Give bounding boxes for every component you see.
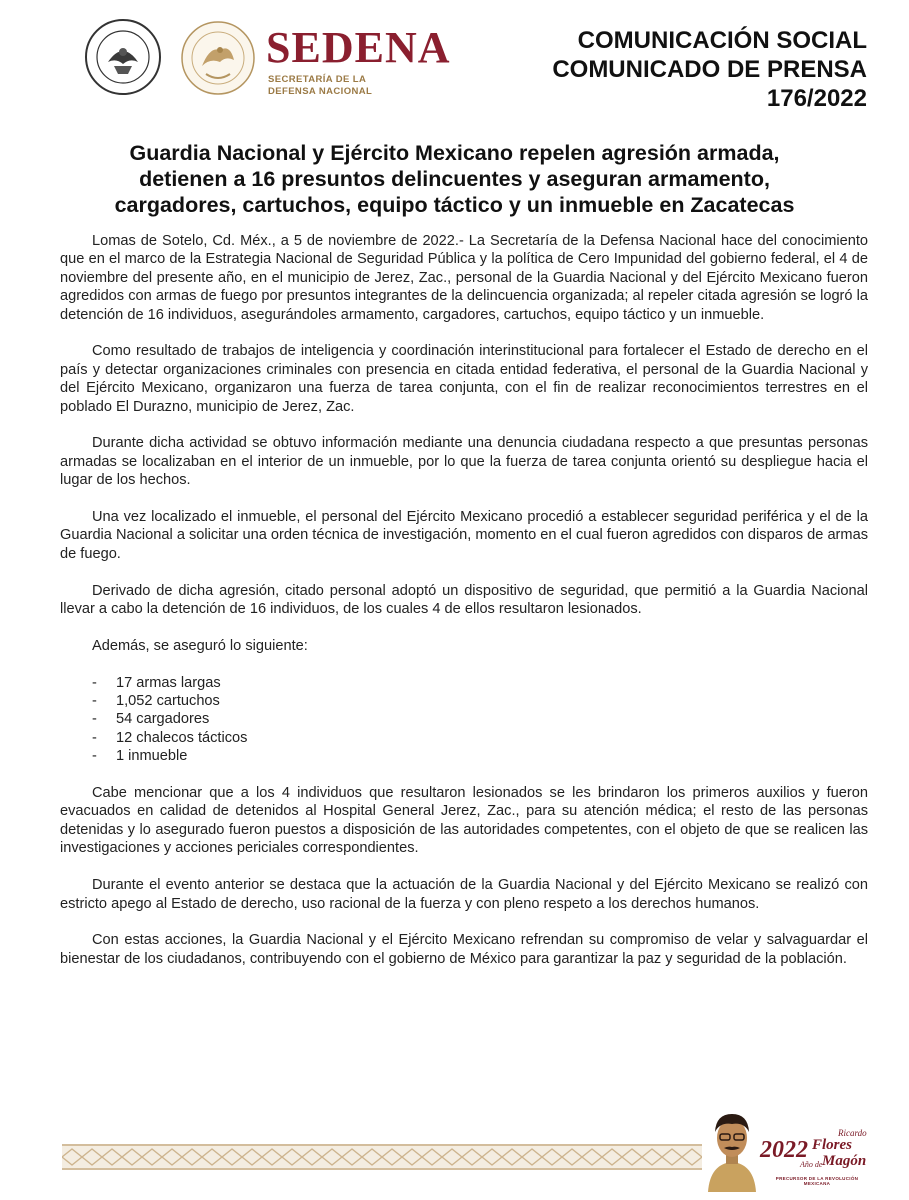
seized-items-list — [60, 674, 868, 766]
list-item — [92, 729, 868, 747]
sedena-subtitle-line1: SECRETARÍA DE LA — [268, 74, 367, 85]
decorative-pattern-band — [62, 1144, 702, 1170]
press-release-number: 176/2022 — [766, 85, 867, 112]
list-item-text: 12 chalecos tácticos — [116, 729, 248, 746]
footer-ricardo: Ricardo — [838, 1128, 867, 1138]
ricardo-flores-magon-portrait-icon — [700, 1106, 764, 1192]
paragraph-6: Además, se aseguró lo siguiente: — [92, 637, 308, 654]
paragraph-2: Como resultado de trabajos de inteligencia y coordinación interinstitucional para fortalecer el Estado de derecho en el país y detectar organizaciones criminales con presencia en citada entidad federativa, el personal de la Guardia Nacional y del Ejército Mexicano, organizaron una fuerza de tarea conjunta, con el fin de realizar reconocimientos terrestres en el poblado El Durazno, municipio de Jerez, Zac. — [60, 343, 868, 415]
mexico-coat-of-arms-icon — [180, 20, 256, 96]
paragraph-9: Con estas acciones, la Guardia Nacional y el Ejército Mexicano refrendan su compromiso de velar y salvaguardar el bienestar de los ciudadanos, contribuyendo con el gobierno de México para garantizar la paz y seguridad de la población. — [60, 932, 868, 967]
press-release-body — [60, 232, 868, 987]
list-item-text: 54 cargadores — [116, 711, 210, 728]
press-release-heading — [552, 26, 867, 113]
list-item-text: 17 armas largas — [116, 674, 221, 691]
paragraph-3: Durante dicha actividad se obtuvo información mediante una denuncia ciudadana respecto a que presuntas personas armadas se localizaban en el interior de un inmueble, por lo que la fuerza de tarea conjunta orientó su despliegue hacia el lugar de los hechos. — [60, 435, 868, 489]
footer-year: 2022 — [760, 1137, 808, 1163]
list-item-text: 1 inmueble — [116, 748, 188, 765]
paragraph-7: Cabe mencionar que a los 4 individuos que resultaron lesionados se les brindaron los primeros auxilios y fueron evacuados en calidad de detenidos al Hospital General Jerez, Zac., para su atención médica; el resto de las personas detenidas y lo asegurado fueron puestos a disposición de las autoridades competentes, con el objeto de que se realicen las investigaciones y acciones periciales correspondientes. — [60, 785, 868, 857]
paragraph-8: Durante el evento anterior se destaca que la actuación de la Guardia Nacional y del Ejército Mexicano se realizó con estricto apego al Estado de derecho, uso racional de la fuerza y con pleno respeto a los derechos humanos. — [60, 877, 868, 912]
sedena-wordmark: SEDENA — [266, 23, 451, 72]
press-line-comunicacion: COMUNICACIÓN SOCIAL — [577, 27, 867, 54]
list-item — [92, 674, 868, 692]
guardia-nacional-seal-icon — [84, 18, 162, 96]
list-dash: - — [92, 674, 97, 691]
paragraph-4: Una vez localizado el inmueble, el personal del Ejército Mexicano procedió a establecer seguridad periférica y el de la Guardia Nacional a solicitar una orden técnica de investigación, momento en el cual fueron agredidos con disparos de armas de fuego. — [60, 509, 868, 562]
sedena-subtitle — [268, 74, 408, 98]
list-item — [92, 747, 868, 765]
headline-line1: Guardia Nacional y Ejército Mexicano repelen agresión armada, — [129, 141, 780, 165]
footer-banner — [0, 1100, 909, 1200]
footer-magon: Magón — [822, 1153, 867, 1169]
footer-precursor: PRECURSOR DE LA REVOLUCIÓN MEXICANA — [775, 1176, 859, 1186]
list-dash: - — [92, 693, 97, 710]
headline-line3: cargadores, cartuchos, equipo táctico y un inmueble en Zacatecas — [114, 193, 795, 217]
press-release-headline — [60, 140, 849, 218]
letterhead — [0, 0, 909, 130]
paragraph-1: Lomas de Sotelo, Cd. Méx., a 5 de noviembre de 2022.- La Secretaría de la Defensa Nacional hace del conocimiento que en el marco de la Estrategia Nacional de Seguridad Pública y la política de Cero Impunidad del gobierno federal, el 4 de noviembre del presente año, en el municipio de Jerez, Zac., personal de la Guardia Nacional y del Ejército Mexicano fueron agredidos con armas de fuego por presuntos integrantes de la delincuencia organizada; al repeler citada agresión se logró la detención de 16 individuos, asegurándoles armamento, cargadores, cartuchos, equipo táctico y un inmueble. — [60, 233, 868, 323]
list-item-text: 1,052 cartuchos — [116, 693, 220, 710]
footer-ano-de: Año de — [800, 1160, 823, 1169]
paragraph-5: Derivado de dicha agresión, citado personal adoptó un dispositivo de seguridad, que permitió a la Guardia Nacional llevar a cabo la detención de 16 individuos, de los cuales 4 de ellos resultaron lesionados. — [60, 582, 868, 618]
list-item — [92, 692, 868, 710]
press-line-comunicado: COMUNICADO DE PRENSA — [552, 56, 867, 83]
list-dash: - — [92, 748, 97, 765]
list-dash: - — [92, 711, 97, 728]
list-item — [92, 710, 868, 728]
sedena-subtitle-line2: DEFENSA NACIONAL — [268, 86, 373, 97]
headline-line2: detienen a 16 presuntos delincuentes y aseguran armamento, — [139, 167, 770, 191]
list-dash: - — [92, 729, 97, 746]
footer-flores: Flores — [812, 1137, 853, 1153]
